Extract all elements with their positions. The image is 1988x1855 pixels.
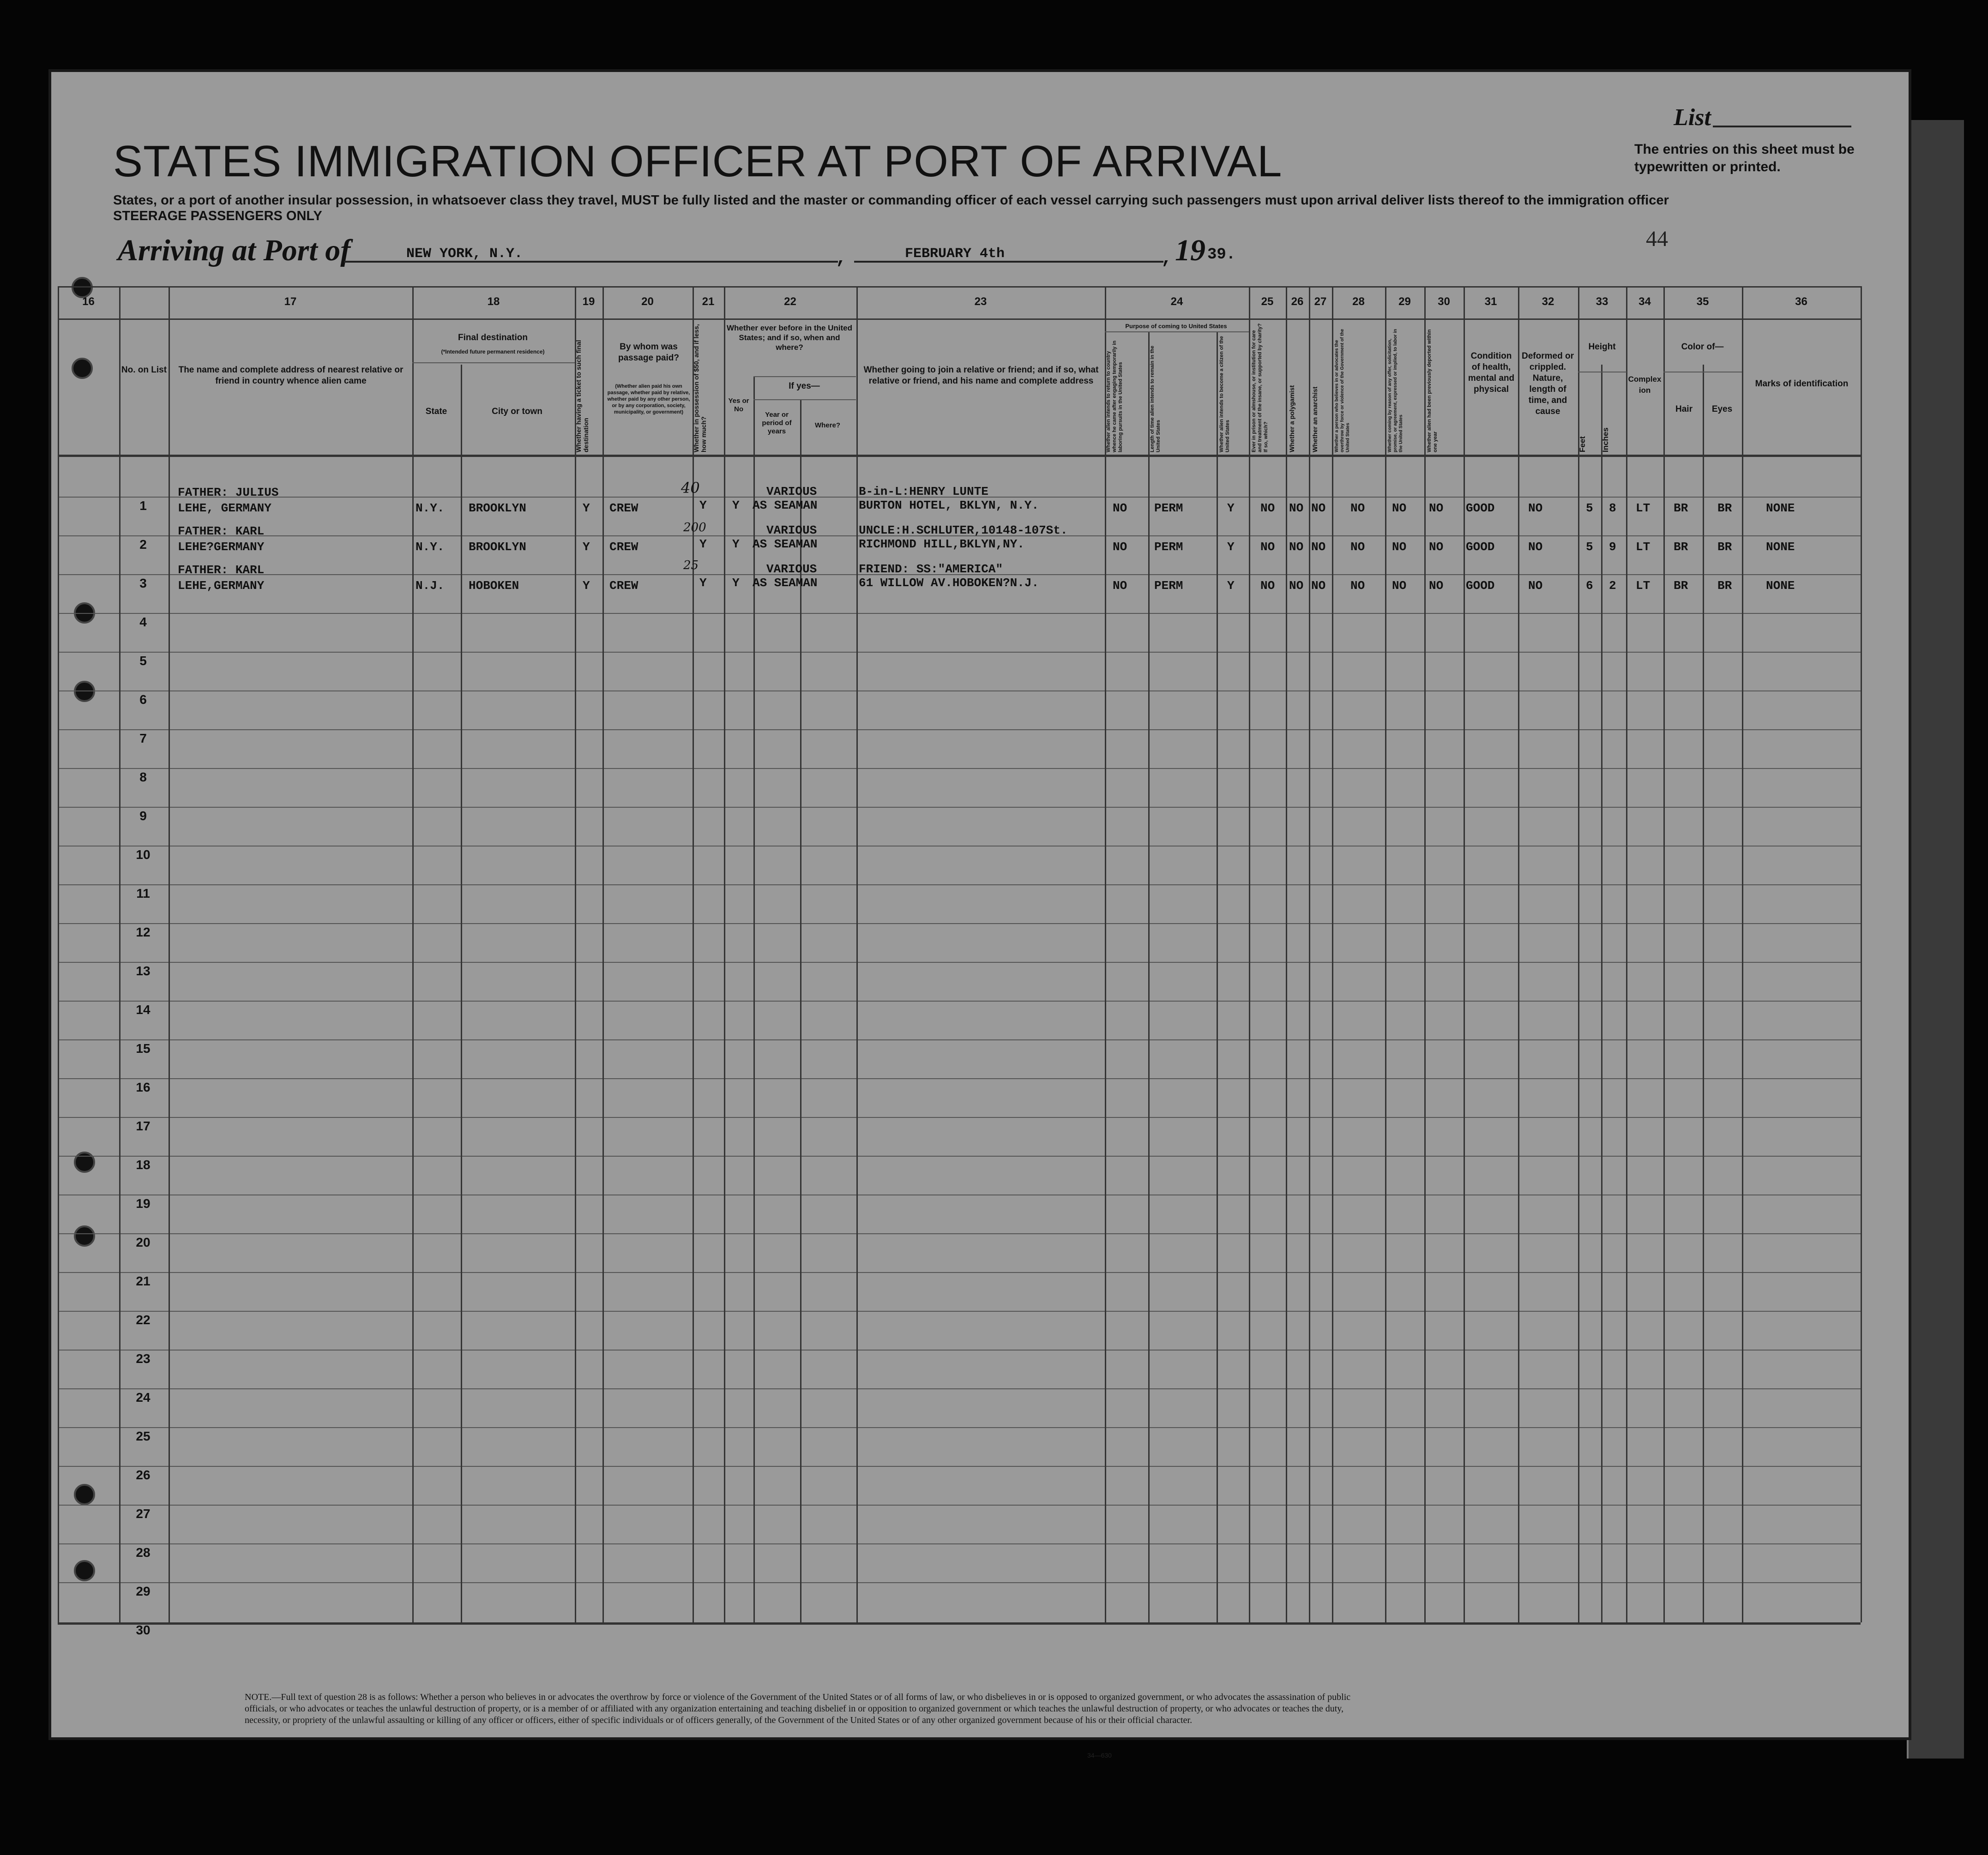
cell-period: VARIOUS xyxy=(766,485,817,498)
cell-period: VARIOUS xyxy=(766,523,817,537)
cell-yes-no: Y xyxy=(732,576,740,590)
steerage-label: STEERAGE PASSENGERS ONLY xyxy=(113,209,322,223)
header-height: Height xyxy=(1588,342,1616,352)
cell-polygamist: NO xyxy=(1289,540,1304,554)
date-line xyxy=(854,261,1163,263)
header-purpose-return: Whether alien intends to return to country whence he came after engaging temporarily in laboring pursuits in the United States xyxy=(1106,340,1123,452)
cell-state: N.Y. xyxy=(416,501,445,515)
arriving-label: Arriving at Port of xyxy=(118,234,351,267)
cell-health: GOOD xyxy=(1466,579,1495,593)
row-number: 8 xyxy=(139,770,147,784)
row-line xyxy=(58,884,1861,885)
row-number: 1 xyxy=(139,498,147,513)
column-line xyxy=(1332,286,1333,1622)
cell-hair: BR xyxy=(1674,501,1688,515)
row-line xyxy=(58,1350,1861,1351)
column-line xyxy=(1249,286,1250,1622)
row-number: 29 xyxy=(136,1584,151,1598)
row-line xyxy=(58,1543,1861,1544)
column-number: 27 xyxy=(1314,295,1327,308)
row-line xyxy=(58,1505,1861,1506)
column-number: 29 xyxy=(1398,295,1411,308)
column-line xyxy=(1309,286,1310,1622)
if-yes-subdivider xyxy=(753,399,856,400)
row-number: 15 xyxy=(136,1041,151,1056)
header-before-in-us: Whether ever before in the United States; and if so, when and where? xyxy=(726,324,853,352)
cell-anarchist: NO xyxy=(1311,540,1326,554)
column-line xyxy=(1601,365,1602,1622)
column-number: 35 xyxy=(1696,295,1709,308)
header-condition: Condition of health, mental and physical xyxy=(1468,351,1515,394)
row-number: 10 xyxy=(136,847,151,862)
cell-relative-country: LEHE, GERMANY xyxy=(178,501,271,515)
comma-2: , xyxy=(1161,248,1173,269)
cell-inches: 8 xyxy=(1609,501,1616,515)
cell-feet: 5 xyxy=(1586,540,1593,554)
cell-return: NO xyxy=(1113,579,1127,593)
row-line xyxy=(58,1582,1861,1583)
row-number: 27 xyxy=(136,1507,151,1521)
row-number: 3 xyxy=(139,576,147,590)
column-number: 21 xyxy=(702,295,715,308)
punch-hole xyxy=(74,681,95,702)
cell-inches: 9 xyxy=(1609,540,1616,554)
cell-polygamist: NO xyxy=(1289,579,1304,593)
row-line xyxy=(58,1117,1861,1118)
row-number: 4 xyxy=(139,615,147,629)
row-number: 13 xyxy=(136,964,151,978)
row-line xyxy=(58,652,1861,653)
cell-yes-no: Y xyxy=(732,537,740,551)
column-number-border xyxy=(58,318,1861,320)
column-line xyxy=(169,286,170,1622)
header-if-yes: If yes— xyxy=(789,381,820,391)
row-number: 22 xyxy=(136,1313,151,1327)
header-state: State xyxy=(425,407,447,416)
cell-polygamist: NO xyxy=(1289,501,1304,515)
cell-deported: NO xyxy=(1429,501,1444,515)
row-number: 20 xyxy=(136,1235,151,1249)
header-inches: Inches xyxy=(1601,427,1610,452)
form-subtitle: States, or a port of another insular possession, in whatsoever class they travel, MUST be fully listed and the master or commanding officer of each vessel carrying such passengers must upon arrival deliver lists thereof to the immigration officer xyxy=(113,193,1669,208)
header-yes-no: Yes or No xyxy=(728,397,749,413)
handwritten-amount-2: 200 xyxy=(683,521,706,534)
cell-return: NO xyxy=(1113,540,1127,554)
page-number: 44 xyxy=(1646,227,1668,251)
cell-period: VARIOUS xyxy=(766,562,817,576)
cell-citizen: Y xyxy=(1227,540,1235,554)
cell-feet: 6 xyxy=(1586,579,1593,593)
header-join-relative: Whether going to join a relative or friend; and if so, what relative or friend, and his name and complete address xyxy=(863,365,1099,386)
cell-deformed: NO xyxy=(1528,501,1543,515)
cell-join-name: FRIEND: SS:"AMERICA" xyxy=(859,562,1003,576)
row-line xyxy=(58,1427,1861,1428)
cell-money: Y xyxy=(699,537,707,551)
column-line xyxy=(1424,286,1426,1622)
form-title: STATES IMMIGRATION OFFICER AT PORT OF ARRIVAL xyxy=(113,137,1283,186)
column-line xyxy=(1286,286,1287,1622)
cell-passage-paid: CREW xyxy=(609,579,639,593)
column-line xyxy=(412,286,414,1622)
column-line xyxy=(1861,286,1862,1622)
cell-feet: 5 xyxy=(1586,501,1593,515)
row-line xyxy=(58,1388,1861,1389)
year-suffix: 39. xyxy=(1207,246,1236,264)
cell-deformed: NO xyxy=(1528,540,1543,554)
if-yes-divider xyxy=(753,376,856,377)
cell-health: GOOD xyxy=(1466,501,1495,515)
column-line xyxy=(1518,286,1519,1622)
header-where: Where? xyxy=(814,421,840,429)
header-city: City or town xyxy=(492,407,542,416)
header-marks: Marks of identification xyxy=(1755,379,1849,389)
list-number-line xyxy=(1713,126,1851,127)
header-possession: Whether in possession of $50, and if less, how much? xyxy=(693,324,707,452)
manifest-sheet xyxy=(48,69,1911,1740)
column-number: 18 xyxy=(487,295,500,308)
cell-inches: 2 xyxy=(1609,579,1616,593)
cell-yes-no: Y xyxy=(732,498,740,512)
header-color-of: Color of— xyxy=(1681,342,1724,352)
cell-state: N.Y. xyxy=(416,540,445,554)
row-line xyxy=(58,1311,1861,1312)
row-number: 12 xyxy=(136,925,151,939)
punch-hole xyxy=(74,1560,95,1581)
column-line xyxy=(1703,365,1704,1622)
column-line xyxy=(856,286,858,1622)
column-line xyxy=(1742,286,1743,1622)
cell-hair: BR xyxy=(1674,579,1688,593)
year-prefix: 19 xyxy=(1175,234,1205,267)
row-number: 9 xyxy=(139,809,147,823)
column-line xyxy=(1626,286,1627,1622)
table-bottom-border xyxy=(58,1622,1861,1625)
column-number: 24 xyxy=(1170,295,1183,308)
cell-complexion: LT xyxy=(1636,579,1651,593)
row-number: 17 xyxy=(136,1119,151,1133)
cell-offer: NO xyxy=(1392,579,1407,593)
cell-period-where: AS SEAMAN xyxy=(753,537,818,551)
column-line xyxy=(1663,286,1665,1622)
cell-money: Y xyxy=(699,576,707,590)
column-number: 34 xyxy=(1639,295,1651,308)
row-line xyxy=(58,1001,1861,1002)
header-passage-paid-note: (Whether alien paid his own passage, whether paid by relative, whether paid by any other person, or by any corporation, society, municipality, or government) xyxy=(607,384,690,415)
column-line xyxy=(58,286,59,1622)
column-number: 33 xyxy=(1596,295,1608,308)
row-line xyxy=(58,807,1861,808)
cell-deformed: NO xyxy=(1528,579,1543,593)
header-nearest-relative: The name and complete address of nearest relative or friend in country whence alien came xyxy=(178,365,404,386)
header-purpose: Purpose of coming to United States xyxy=(1125,323,1227,330)
cell-length: PERM xyxy=(1154,540,1183,554)
column-line xyxy=(119,286,120,1622)
row-line xyxy=(58,1272,1861,1273)
cell-complexion: LT xyxy=(1636,540,1651,554)
cell-citizen: Y xyxy=(1227,579,1235,593)
row-number: 24 xyxy=(136,1390,151,1405)
cell-prison: NO xyxy=(1260,501,1275,515)
cell-length: PERM xyxy=(1154,579,1183,593)
column-line xyxy=(1105,286,1106,1622)
column-number: 26 xyxy=(1291,295,1304,308)
row-number: 6 xyxy=(139,692,147,707)
cell-offer: NO xyxy=(1392,540,1407,554)
cell-offer: NO xyxy=(1392,501,1407,515)
row-line xyxy=(58,1078,1861,1079)
cell-relative-name: FATHER: KARL xyxy=(178,563,265,577)
header-prison: Ever in prison or almshouse, or institution for care and treatment of the insane, or supported by charity? If so, which? xyxy=(1251,323,1269,452)
cell-ticket: Y xyxy=(583,579,590,593)
header-polygamist: Whether a polygamist xyxy=(1288,385,1295,452)
column-number: 28 xyxy=(1352,295,1365,308)
column-line xyxy=(1578,286,1579,1622)
column-number: 17 xyxy=(284,295,297,308)
cell-overthrow: NO xyxy=(1350,501,1365,515)
header-purpose-length: Length of time alien intends to remain in the United States xyxy=(1150,345,1161,452)
page-stack-edge xyxy=(1907,120,1964,1759)
column-line xyxy=(1385,286,1386,1622)
column-line xyxy=(1464,286,1465,1622)
cell-relative-name: FATHER: KARL xyxy=(178,524,265,538)
row-number: 21 xyxy=(136,1274,151,1288)
header-passage-paid: By whom was passage paid? xyxy=(618,342,679,363)
header-ticket: Whether having a ticket to such final destination xyxy=(575,340,590,452)
header-anarchist: Whether an anarchist xyxy=(1311,386,1319,452)
header-deformed: Deformed or crippled. Nature, length of time, and cause xyxy=(1522,351,1574,416)
row-number: 14 xyxy=(136,1003,151,1017)
cell-overthrow: NO xyxy=(1350,579,1365,593)
port-value: NEW YORK, N.Y. xyxy=(406,246,523,262)
row-line xyxy=(58,690,1861,691)
column-number: 20 xyxy=(641,295,654,308)
header-no-on-list: No. on List xyxy=(121,365,167,375)
row-line xyxy=(58,613,1861,614)
column-line xyxy=(575,286,576,1622)
row-number: 2 xyxy=(139,537,147,552)
header-eyes: Eyes xyxy=(1711,404,1733,414)
header-overthrow: Whether a person who believes in or advocates the overthrow by force or violence of the Government of the United States xyxy=(1334,329,1350,452)
cell-marks: NONE xyxy=(1766,501,1795,515)
cell-overthrow: NO xyxy=(1350,540,1365,554)
column-line xyxy=(602,286,604,1622)
typewritten-instruction: The entries on this sheet must be typewritten or printed. xyxy=(1634,142,1855,174)
row-number: 18 xyxy=(136,1158,151,1172)
row-line xyxy=(58,729,1861,730)
list-label: List xyxy=(1674,104,1711,131)
cell-ticket: Y xyxy=(583,501,590,515)
column-number: 36 xyxy=(1795,295,1807,308)
cell-money: Y xyxy=(699,498,707,512)
row-number: 23 xyxy=(136,1351,151,1366)
row-number: 5 xyxy=(139,654,147,668)
header-final-destination-note: (*Intended future permanent residence) xyxy=(441,348,545,355)
cell-period-where: AS SEAMAN xyxy=(753,576,818,590)
cell-hair: BR xyxy=(1674,540,1688,554)
handwritten-amount-1: 40 xyxy=(681,479,700,497)
cell-eyes: BR xyxy=(1717,579,1732,593)
header-final-destination: Final destination xyxy=(458,333,528,342)
cell-anarchist: NO xyxy=(1311,501,1326,515)
row-line xyxy=(58,923,1861,924)
cell-city: BROOKLYN xyxy=(469,540,526,554)
column-line xyxy=(461,365,462,1622)
column-number: 25 xyxy=(1261,295,1274,308)
cell-length: PERM xyxy=(1154,501,1183,515)
row-number: 30 xyxy=(136,1623,151,1637)
cell-return: NO xyxy=(1113,501,1127,515)
cell-state: N.J. xyxy=(416,579,445,593)
header-feet: Feet xyxy=(1578,436,1587,452)
cell-relative-country: LEHE,GERMANY xyxy=(178,579,265,593)
row-line xyxy=(58,1466,1861,1467)
cell-city: HOBOKEN xyxy=(469,579,519,593)
cell-deported: NO xyxy=(1429,579,1444,593)
column-number: 19 xyxy=(582,295,595,308)
cell-passage-paid: CREW xyxy=(609,540,639,554)
column-number: 30 xyxy=(1438,295,1450,308)
column-line xyxy=(1217,331,1218,1622)
column-number: 23 xyxy=(974,295,987,308)
row-number: 28 xyxy=(136,1545,151,1560)
row-number: 16 xyxy=(136,1080,151,1094)
comma-1: , xyxy=(836,248,847,269)
handwritten-amount-3: 25 xyxy=(683,558,699,572)
header-purpose-citizen: Whether alien intends to become a citizen of the United States xyxy=(1219,336,1230,452)
cell-complexion: LT xyxy=(1636,501,1651,515)
date-value: FEBRUARY 4th xyxy=(905,246,1005,262)
row-number: 11 xyxy=(136,886,150,900)
row-number: 7 xyxy=(139,731,147,745)
punch-hole xyxy=(74,1152,95,1173)
cell-health: GOOD xyxy=(1466,540,1495,554)
cell-anarchist: NO xyxy=(1311,579,1326,593)
header-deported: Whether alien had been previously deported within one year xyxy=(1427,329,1438,452)
footnote-question-28: NOTE.—Full text of question 28 is as follows: Whether a person who believes in or advocates the overthrow by force or violence of the Government of the United States or of all forms of law, or who disbelieves in or is opposed to organized government, or who advocates the assassination of public officials, or who advocates or teaches the unlawful destruction of property, or is a member of or affiliated with any organization entertaining and teaching disbelief in or opposition to organized government or which teaches the unlawful destruction of property, or who advocates or teaches the duty, necessity, or propriety of the unlawful assaulting or killing of any officer or officers, either of specific individuals or of officers generally, of the Government of the United States or of any other organized government because of his or their official character. xyxy=(245,1692,1351,1725)
cell-eyes: BR xyxy=(1717,540,1732,554)
column-number: 32 xyxy=(1542,295,1554,308)
cell-join-name: UNCLE:H.SCHLUTER,10148-107St. xyxy=(859,523,1068,537)
cell-prison: NO xyxy=(1260,579,1275,593)
row-line xyxy=(58,1233,1861,1234)
punch-hole xyxy=(74,1484,95,1505)
header-bottom-border xyxy=(58,455,1861,457)
cell-join-address: 61 WILLOW AV.HOBOKEN?N.J. xyxy=(859,576,1039,590)
table-top-border xyxy=(58,286,1861,288)
cell-eyes: BR xyxy=(1717,501,1732,515)
cell-citizen: Y xyxy=(1227,501,1235,515)
punch-hole xyxy=(74,1225,95,1247)
row-number: 25 xyxy=(136,1429,151,1443)
purpose-divider xyxy=(1105,331,1249,332)
cell-marks: NONE xyxy=(1766,579,1795,593)
row-line xyxy=(58,1039,1861,1040)
header-complexion: Complexion xyxy=(1628,375,1662,395)
form-number: 34—630 xyxy=(1087,1752,1112,1759)
punch-hole xyxy=(72,358,93,379)
row-line xyxy=(58,1156,1861,1157)
row-line xyxy=(58,962,1861,963)
cell-join-address: RICHMOND HILL,BKLYN,NY. xyxy=(859,537,1024,551)
column-number: 16 xyxy=(82,295,95,308)
column-number: 31 xyxy=(1484,295,1497,308)
cell-prison: NO xyxy=(1260,540,1275,554)
column-number: 22 xyxy=(784,295,796,308)
row-number: 19 xyxy=(136,1196,151,1211)
destination-divider xyxy=(412,362,575,363)
cell-period-where: AS SEAMAN xyxy=(753,498,818,512)
header-hair: Hair xyxy=(1675,404,1693,414)
header-year-period: Year or period of years xyxy=(762,411,792,435)
cell-join-address: BURTON HOTEL, BKLYN, N.Y. xyxy=(859,498,1039,512)
row-number: 26 xyxy=(136,1468,151,1482)
header-offer: Whether coming by reason of any offer, solicitation, promise, or agreement, expressed or implied, to labor in the United States xyxy=(1387,329,1404,452)
column-line xyxy=(1148,331,1150,1622)
cell-city: BROOKLYN xyxy=(469,501,526,515)
cell-deported: NO xyxy=(1429,540,1444,554)
cell-passage-paid: CREW xyxy=(609,501,639,515)
cell-relative-name: FATHER: JULIUS xyxy=(178,486,279,499)
column-line xyxy=(753,376,755,1622)
cell-relative-country: LEHE?GERMANY xyxy=(178,540,265,554)
column-line xyxy=(724,286,725,1622)
cell-marks: NONE xyxy=(1766,540,1795,554)
cell-ticket: Y xyxy=(583,540,590,554)
cell-join-name: B-in-L:HENRY LUNTE xyxy=(859,485,988,498)
row-line xyxy=(58,768,1861,769)
